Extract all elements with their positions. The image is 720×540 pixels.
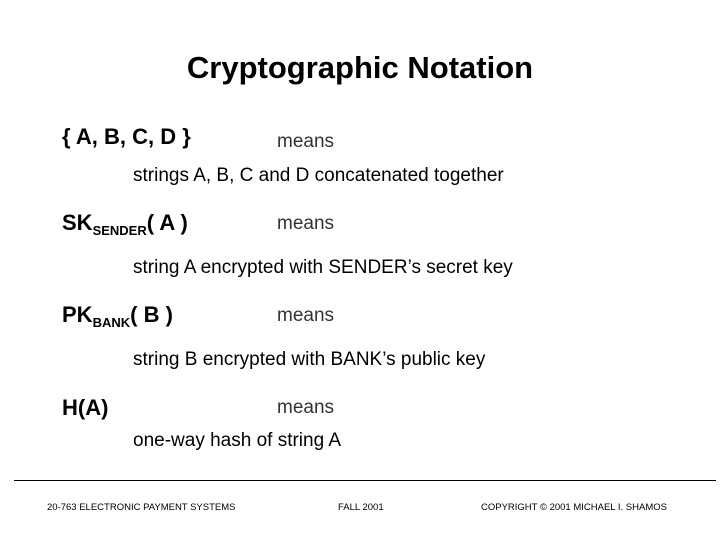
term-subscript: SENDER	[92, 223, 147, 238]
means-label: means	[277, 397, 335, 418]
notation-term-concatenation	[62, 124, 191, 150]
notation-description: strings A, B, C and D concatenated together	[133, 165, 504, 186]
footer-copyright: COPYRIGHT © 2001 MICHAEL I. SHAMOS	[481, 502, 667, 513]
term-text: H(A)	[62, 395, 109, 420]
footer-course: 20-763 ELECTRONIC PAYMENT SYSTEMS	[47, 502, 236, 513]
notation-term-public-key	[62, 302, 173, 328]
means-label: means	[277, 305, 335, 326]
means-label: means	[277, 213, 335, 234]
notation-description: string B encrypted with BANK’s public key	[133, 349, 486, 370]
term-subscript: BANK	[92, 315, 131, 330]
term-text: PK	[62, 302, 93, 327]
notation-term-secret-key	[62, 210, 188, 236]
footer-term: FALL 2001	[338, 502, 384, 513]
term-suffix: ( A )	[146, 210, 188, 235]
term-suffix: ( B )	[130, 302, 173, 327]
footer-divider	[14, 480, 716, 481]
slide-title: Cryptographic Notation	[186, 50, 534, 85]
notation-description: string A encrypted with SENDER’s secret key	[133, 257, 513, 278]
notation-description: one-way hash of string A	[133, 430, 342, 451]
term-text: { A, B, C, D }	[62, 124, 191, 149]
notation-term-hash	[62, 395, 108, 421]
term-text: SK	[62, 210, 93, 235]
means-label: means	[277, 131, 335, 152]
